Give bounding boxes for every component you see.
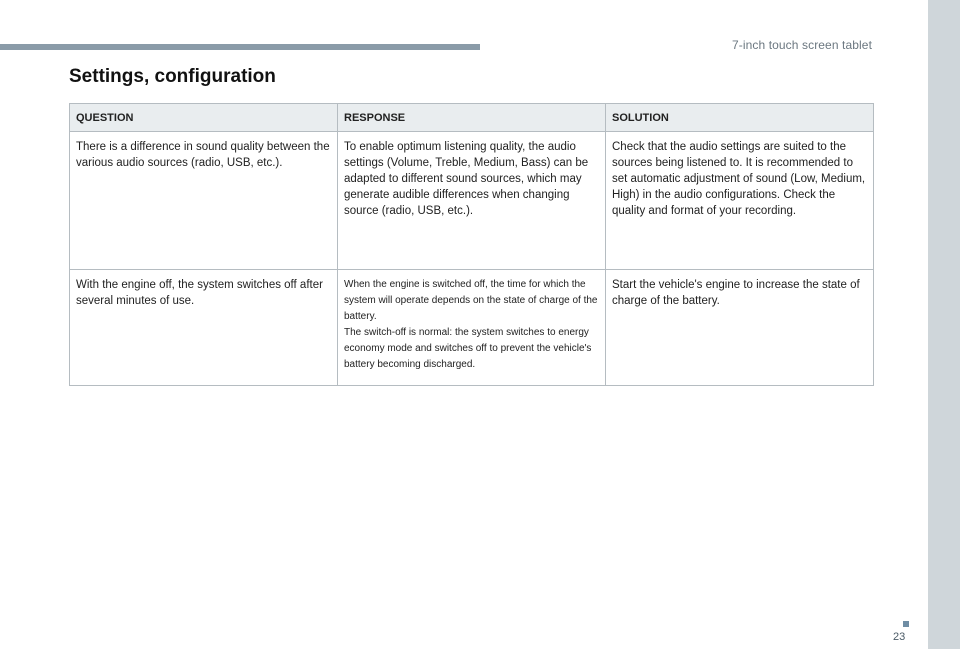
column-header-response: RESPONSE [338,104,606,132]
table-row [70,270,874,386]
section-title: Settings, configuration [69,66,276,87]
page-number: 23 [893,631,906,643]
header-accent-bar [0,44,480,50]
header-title: 7-inch touch screen tablet [731,38,872,52]
solution-cell: Start the vehicle's engine to increase the state of charge of the battery. [606,270,874,386]
column-header-solution: SOLUTION [606,104,874,132]
response-cell [338,270,606,386]
page-nav-marker [903,621,909,627]
question-cell: There is a difference in sound quality between the various audio sources (radio, USB, etc.). [70,132,338,270]
response-text: The switch-off is normal: the system switches to energy economy mode and switches off to prevent the vehicle's battery becoming discharged. [344,327,592,370]
question-cell: With the engine off, the system switches off after several minutes of use. [70,270,338,386]
response-cell [338,132,606,270]
solution-cell: Check that the audio settings are suited to the sources being listened to. It is recommended to set automatic adjustment of sound (Low, Medium, High) in the audio configurations. Check the quality and format of your recording. [606,132,874,270]
response-text: To enable optimum listening quality, the audio settings (Volume, Treble, Medium, Bass) can be adapted to different sound sources, which may generate audible differences when changing source (radio, USB, etc.). [344,141,589,217]
response-text: When the engine is switched off, the time for which the system will operate depends on the state of charge of the battery. [344,279,598,322]
table-row [70,132,874,270]
page-edge-strip [928,0,960,649]
column-header-question: QUESTION [70,104,338,132]
faq-table [69,103,874,386]
table-header-row [70,104,874,132]
